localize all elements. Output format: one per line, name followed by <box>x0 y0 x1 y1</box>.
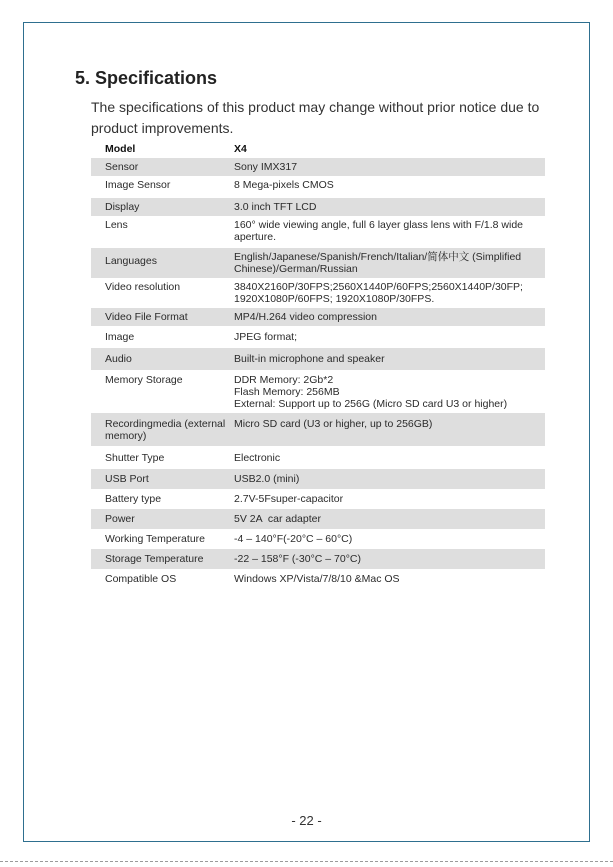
spec-label: Recordingmedia (external memory) <box>105 418 226 442</box>
intro-text: The specifications of this product may change without prior notice due to product improvements. <box>91 99 540 136</box>
spec-value: Windows XP/Vista/7/8/10 &Mac OS <box>234 573 400 585</box>
spec-table <box>91 142 545 589</box>
spec-label: Battery type <box>105 493 162 505</box>
spec-table-header <box>91 142 545 158</box>
spec-row-shutter-type <box>91 446 545 469</box>
header-label: Model <box>105 143 136 155</box>
spec-label: Languages <box>105 255 157 267</box>
spec-label: Display <box>105 201 140 213</box>
spec-row-usb-port <box>91 469 545 489</box>
spec-row-display <box>91 198 545 216</box>
spec-row-audio <box>91 348 545 370</box>
spec-value: Built-in microphone and speaker <box>234 353 385 365</box>
spec-label: Compatible OS <box>105 573 177 585</box>
spec-row-power <box>91 509 545 529</box>
spec-label: Memory Storage <box>105 374 183 386</box>
section-title: 5. Specifications <box>75 68 218 88</box>
spec-value: DDR Memory: 2Gb*2 Flash Memory: 256MB External: Support up to 256G (Micro SD card U3 or higher) <box>234 374 508 410</box>
spec-row-recording-media <box>91 413 545 446</box>
spec-row-memory-storage <box>91 370 545 413</box>
spec-value: JPEG format; <box>234 331 298 343</box>
spec-value: 2.7V-5Fsuper-capacitor <box>234 493 344 505</box>
spec-row-working-temperature <box>91 529 545 549</box>
spec-row-compatible-os <box>91 569 545 589</box>
page-number: - 22 - <box>291 813 322 828</box>
spec-value: -4 – 140°F(-20°C – 60°C) <box>234 533 353 545</box>
spec-row-video-file-format <box>91 308 545 326</box>
spec-row-sensor <box>91 158 545 176</box>
spec-label: Sensor <box>105 161 139 173</box>
spec-value: Electronic <box>234 452 281 464</box>
spec-label: Storage Temperature <box>105 553 204 565</box>
spec-label: Power <box>105 513 135 525</box>
spec-value: USB2.0 (mini) <box>234 473 300 485</box>
spec-value: Sony IMX317 <box>234 161 298 173</box>
spec-row-video-resolution <box>91 278 545 308</box>
spec-row-image <box>91 326 545 348</box>
spec-value: 8 Mega-pixels CMOS <box>234 179 334 191</box>
spec-row-battery-type <box>91 489 545 509</box>
spec-label: Image Sensor <box>105 179 171 191</box>
spec-label: USB Port <box>105 473 149 485</box>
spec-value: MP4/H.264 video compression <box>234 311 377 323</box>
spec-value: -22 – 158°F (-30°C – 70°C) <box>234 553 361 565</box>
spec-label: Shutter Type <box>105 452 165 464</box>
spec-value: Micro SD card (U3 or higher, up to 256GB) <box>234 418 433 430</box>
spec-label: Audio <box>105 353 132 365</box>
spec-label: Lens <box>105 219 128 231</box>
spec-value: 160° wide viewing angle, full 6 layer glass lens with F/1.8 wide aperture. <box>234 219 524 243</box>
spec-label: Video resolution <box>105 281 181 293</box>
spec-value: 5V 2A car adapter <box>234 513 321 525</box>
spec-value: 3840X2160P/30FPS;2560X1440P/60FPS;2560X1440P/30FP; 1920X1080P/60FPS; 1920X1080P/30FPS. <box>234 281 523 305</box>
spec-value: English/Japanese/Spanish/French/Italian/简体中文 (Simplified Chinese)/German/Russian <box>234 251 522 275</box>
spec-row-lens <box>91 216 545 248</box>
spec-label: Image <box>105 331 135 343</box>
spec-row-languages <box>91 248 545 278</box>
spec-row-storage-temperature <box>91 549 545 569</box>
page-edge-divider <box>0 861 613 862</box>
spec-label: Working Temperature <box>105 533 205 545</box>
header-value: X4 <box>234 143 247 155</box>
spec-row-image-sensor <box>91 176 545 194</box>
spec-value: 3.0 inch TFT LCD <box>234 201 317 213</box>
spec-label: Video File Format <box>105 311 188 323</box>
